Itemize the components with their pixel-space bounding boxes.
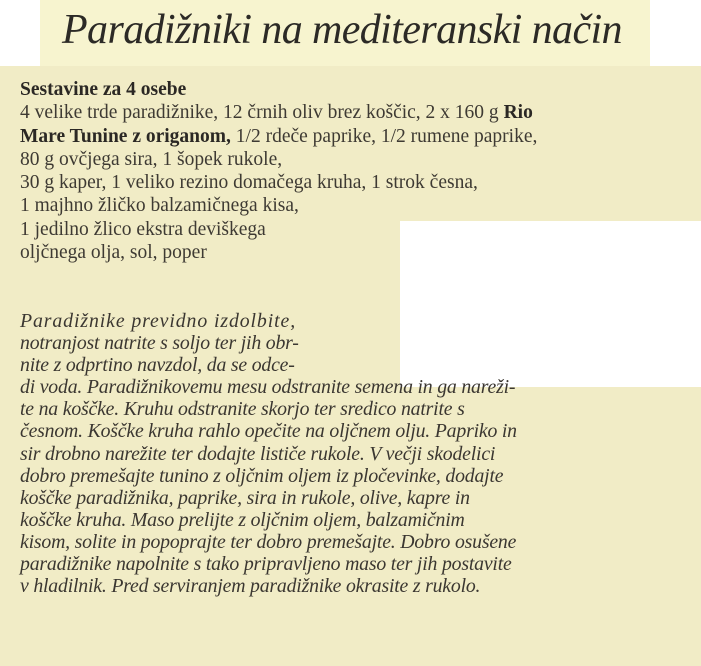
ingredients-heading: Sestavine za 4 osebe [20, 79, 187, 100]
ingredient-line [20, 125, 700, 148]
ingredients-section [20, 78, 700, 264]
ingredient-line: oljčnega olja, sol, poper [20, 242, 207, 264]
brand-name: Rio [503, 102, 533, 124]
method-line: Paradižnike previdno izdolbite, [20, 310, 297, 332]
method-line: koščke paradižnika, paprike, sira in rukole, olive, kapre in [20, 486, 470, 509]
ingredient-line [20, 101, 700, 124]
method-line: nite z odprtino navzdol, da se odce- [20, 354, 295, 377]
ingredient-line: 30 g kaper, 1 veliko rezino domačega kruha, 1 strok česna, [20, 172, 478, 194]
ingredient-line: 1 majhno žličko balzamičnega kisa, [20, 195, 299, 217]
recipe-title: Paradižniki na mediteranski način [62, 7, 622, 53]
method-line: di voda. Paradižnikovemu mesu odstranite semena in ga nareži- [20, 376, 516, 399]
method-line: paradižnike napolnite s tako pripravljeno maso ter jih postavite [20, 553, 512, 576]
ingredient-line: 1 jedilno žlico ekstra deviškega [20, 218, 266, 240]
method-line: v hladilnik. Pred serviranjem paradižnike okrasite z rukolo. [20, 575, 481, 598]
method-line: te na koščke. Kruhu odstranite skorjo ter sredico natrite s [20, 398, 465, 421]
method-line: dobro premešajte tunino z oljčnim oljem iz pločevinke, dodajte [20, 464, 504, 487]
method-section [20, 310, 700, 597]
method-line: koščke kruha. Maso prelijte z oljčnim oljem, balzamičnim [20, 508, 465, 531]
brand-name-cont: Mare Tunine z origanom, [20, 125, 231, 147]
method-line: notranjost natrite s soljo ter jih obr- [20, 332, 299, 355]
ingredient-line: 80 g ovčjega sira, 1 šopek rukole, [20, 148, 283, 170]
method-line: kisom, solite in popoprajte ter dobro premešajte. Dobro osušene [20, 530, 517, 553]
method-line: česnom. Koščke kruha rahlo opečite na oljčnem olju. Papriko in [20, 420, 517, 443]
ingredient-text: 4 velike trde paradižnike, 12 črnih oliv brez koščic, 2 x 160 g [20, 102, 504, 124]
method-line: sir drobno narežite ter dodajte lističe rukole. V večji skodelici [20, 442, 496, 465]
ingredient-text: 1/2 rdeče paprike, 1/2 rumene paprike, [230, 125, 538, 147]
